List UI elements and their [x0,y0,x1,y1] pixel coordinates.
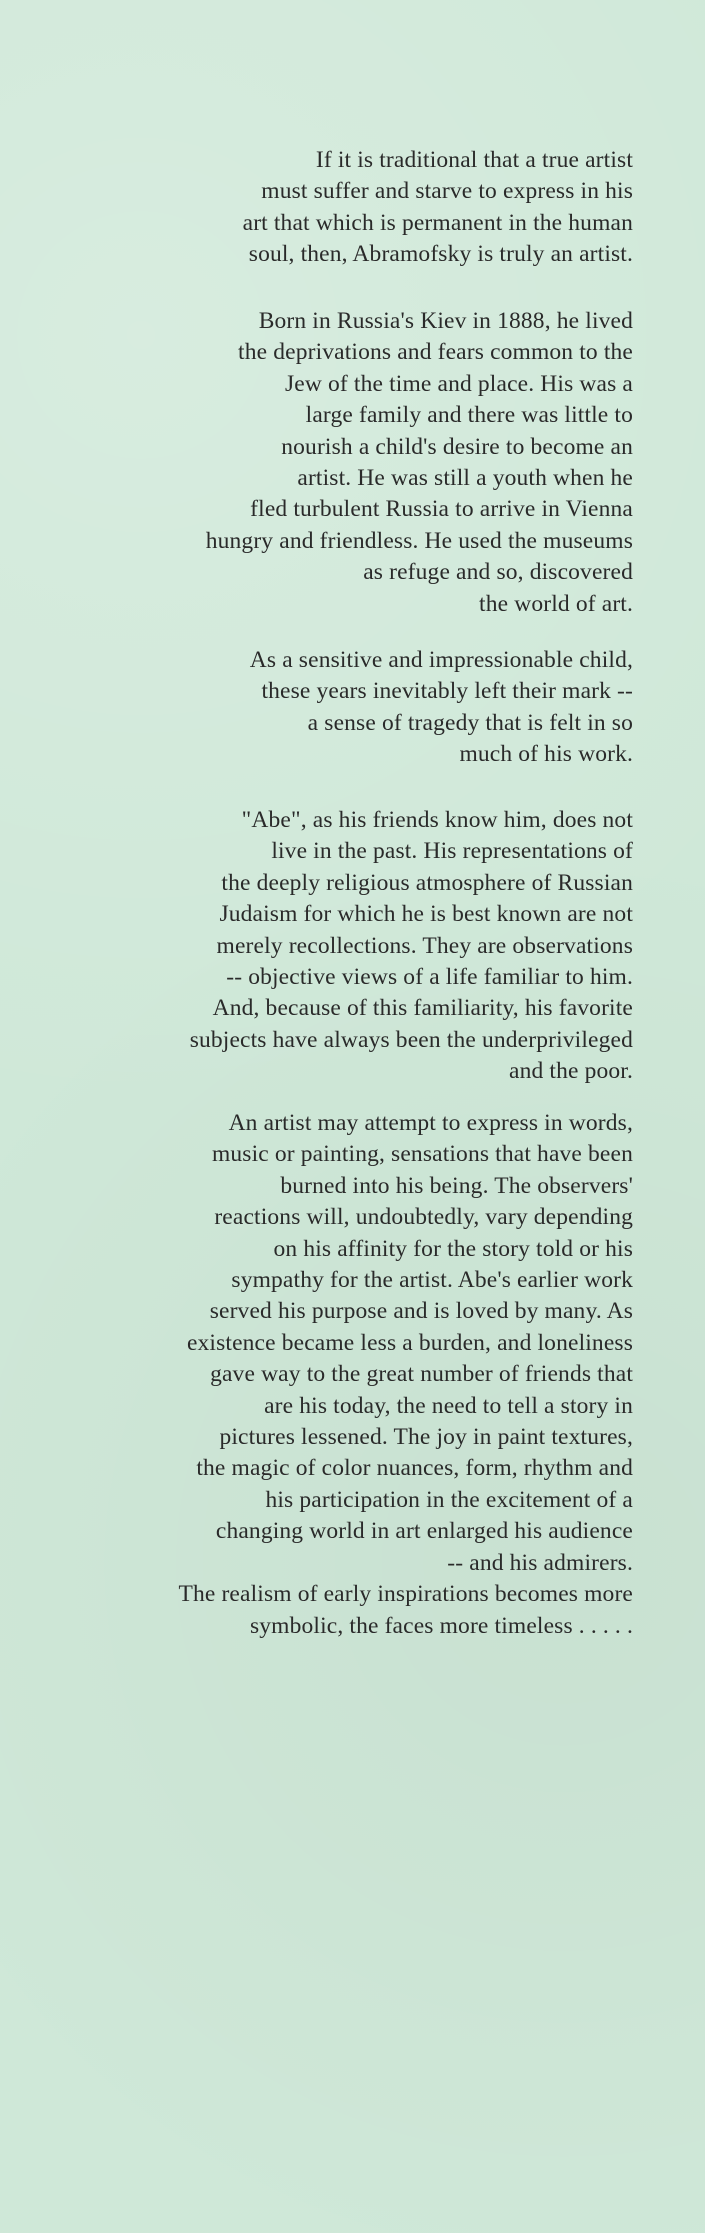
text-line: And, because of this familiarity, his favorite [212,995,633,1022]
text-line: are his today, the need to tell a story in [264,1392,633,1419]
paragraph-subjects [190,805,633,1088]
text-line: Judaism for which he is best known are not [219,901,633,928]
text-line: An artist may attempt to express in words, [228,1110,633,1136]
text-line: sympathy for the artist. Abe's earlier work [231,1267,633,1294]
text-line: a sense of tragedy that is felt in so [307,709,633,736]
text-line: must suffer and starve to express in his [261,178,633,205]
text-line: his participation in the excitement of a [265,1486,633,1513]
text-line: Jew of the time and place. His was a [285,370,633,397]
paragraph-biography [206,306,633,620]
text-line: changing world in art enlarged his audience [215,1518,633,1545]
text-line: live in the past. His representations of [271,838,633,865]
text-line: art that which is permanent in the human [242,209,633,236]
text-line: and the poor. [509,1058,633,1085]
text-line: the deeply religious atmosphere of Russian [221,869,633,896]
text-line: the magic of color nuances, form, rhythm and [196,1455,633,1482]
text-line: fled turbulent Russia to arrive in Vienna [250,496,633,523]
text-line: As a sensitive and impressionable child, [249,647,633,673]
text-line: artist. He was still a youth when he [297,465,633,492]
text-line: the world of art. [479,590,633,617]
text-line: "Abe", as his friends know him, does not [241,807,633,833]
text-line: If it is traditional that a true artist [315,147,633,173]
text-line: burned into his being. The observers' [280,1172,633,1199]
text-line: on his affinity for the story told or his [273,1235,633,1262]
text-line: soul, then, Abramofsky is truly an artist. [248,241,633,268]
text-line: as refuge and so, discovered [363,559,633,586]
text-line: much of his work. [459,741,633,768]
text-line: music or painting, sensations that have been [211,1141,633,1168]
text-line: merely recollections. They are observations [216,932,633,959]
paragraph-childhood [250,645,633,771]
text-line: nourish a child's desire to become an [281,433,633,460]
text-line: subjects have always been the underprivileged [189,1026,633,1053]
text-line: large family and there was little to [305,402,633,429]
text-line: -- and his admirers. [447,1549,633,1576]
text-line: -- objective views of a life familiar to him. [226,964,633,991]
text-line: served his purpose and is loved by many. As [209,1298,633,1325]
text-line: gave way to the great number of friends that [210,1361,633,1388]
text-line: The realism of early inspirations becomes more [178,1581,633,1608]
text-line: pictures lessened. The joy in paint textures, [219,1424,633,1451]
text-line: these years inevitably left their mark -- [261,678,633,705]
paragraph-evolution [178,1108,633,1642]
paragraph-intro [243,145,633,271]
text-line: existence became less a burden, and loneliness [186,1329,633,1356]
text-line: reactions will, undoubtedly, vary depending [214,1204,633,1231]
text-line: symbolic, the faces more timeless . . . . . [249,1612,633,1639]
text-line: Born in Russia's Kiev in 1888, he lived [258,308,633,334]
text-line: the deprivations and fears common to the [238,339,633,366]
text-line: hungry and friendless. He used the museums [205,527,633,554]
